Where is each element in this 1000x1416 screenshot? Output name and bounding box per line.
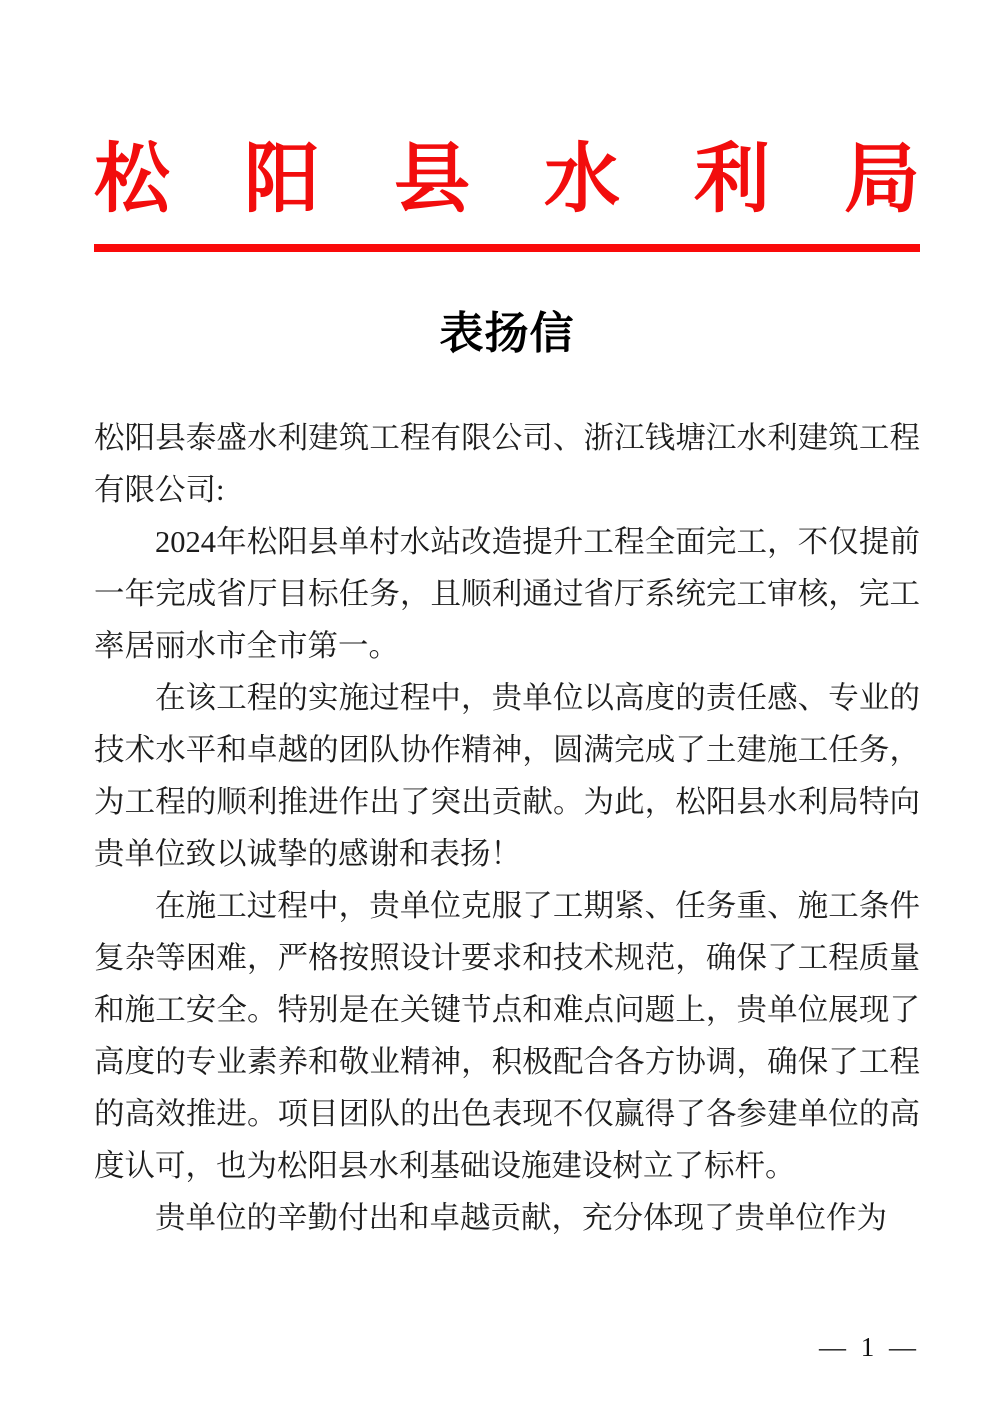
letterhead — [94, 138, 920, 252]
agency-name-char: 阳 — [244, 138, 320, 222]
letter-title: 表扬信 — [439, 309, 575, 358]
recipient-salutation: 松阳县泰盛水利建筑工程有限公司、浙江钱塘江水利建筑工程有限公司: — [94, 421, 920, 508]
agency-name-char: 局 — [844, 138, 920, 222]
body-paragraph: 贵单位的辛勤付出和卓越贡献，充分体现了贵单位作为 — [155, 1201, 887, 1236]
agency-name-char: 水 — [544, 138, 620, 222]
body-paragraph: 在施工过程中，贵单位克服了工期紧、任务重、施工条件复杂等困难，严格按照设计要求和技术规范，确保了工程质量和施工安全。特别是在关键节点和难点问题上，贵单位展现了高度的专业素养和敬业精神，积极配合各方协调，确保了工程的高效推进。项目团队的出色表现不仅赢得了各参建单位的高度认可，也为松阳县水利基础设施建设树立了标杆。 — [94, 889, 920, 1184]
page-number: — 1 — — [819, 1332, 920, 1362]
agency-name-char: 县 — [394, 138, 470, 222]
letter-body — [94, 412, 920, 1244]
letterhead-rule — [94, 244, 920, 252]
agency-name-char: 利 — [694, 138, 770, 222]
body-paragraph: 2024年松阳县单村水站改造提升工程全面完工，不仅提前一年完成省厅目标任务，且顺利通过省厅系统完工审核，完工率居丽水市全市第一。 — [94, 525, 920, 664]
agency-name-char: 松 — [94, 138, 170, 222]
body-paragraph: 在该工程的实施过程中，贵单位以高度的责任感、专业的技术水平和卓越的团队协作精神，圆满完成了土建施工任务，为工程的顺利推进作出了突出贡献。为此，松阳县水利局特向贵单位致以诚挚的感谢和表扬！ — [94, 681, 920, 872]
agency-name — [94, 138, 920, 222]
